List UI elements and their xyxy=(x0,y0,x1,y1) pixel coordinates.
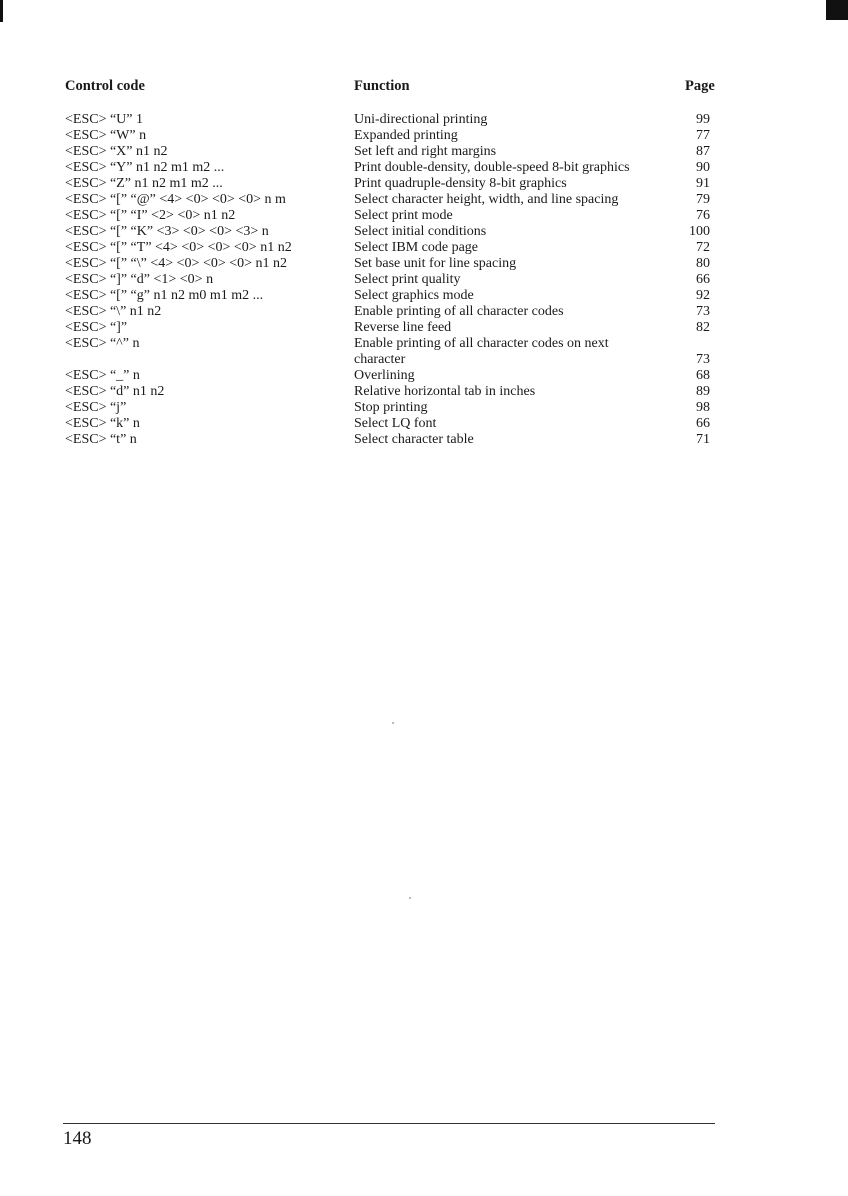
table-row xyxy=(0,400,848,416)
page-cell: 73 xyxy=(696,352,710,367)
function-cell: Overlining xyxy=(354,368,415,383)
table-row xyxy=(0,416,848,432)
table-row xyxy=(0,272,848,288)
code-cell: <ESC> “\” n1 n2 xyxy=(65,304,162,319)
code-cell: <ESC> “[” “\” <4> <0> <0> <0> n1 n2 xyxy=(65,256,288,271)
page-cell: 87 xyxy=(696,144,710,159)
scan-speck xyxy=(409,897,411,899)
page-cell: 91 xyxy=(696,176,710,191)
code-cell: <ESC> “d” n1 n2 xyxy=(65,384,165,399)
page-cell: 79 xyxy=(696,192,710,207)
header-control-code: Control code xyxy=(65,78,145,94)
code-cell: <ESC> “]” xyxy=(65,320,128,335)
code-cell: <ESC> “[” “@” <4> <0> <0> <0> n m xyxy=(65,192,286,207)
code-cell: <ESC> “[” “g” n1 n2 m0 m1 m2 ... xyxy=(65,288,264,303)
table-row xyxy=(0,128,848,144)
control-code-table xyxy=(0,112,848,448)
table-row xyxy=(0,112,848,128)
code-cell: <ESC> “X” n1 n2 xyxy=(65,144,168,159)
page-cell: 66 xyxy=(696,272,710,287)
table-row xyxy=(0,160,848,176)
page-cell: 100 xyxy=(689,224,710,239)
page-cell: 72 xyxy=(696,240,710,255)
page-cell: 68 xyxy=(696,368,710,383)
table-row xyxy=(0,368,848,384)
code-cell: <ESC> “^” n xyxy=(65,336,140,351)
function-cell: Relative horizontal tab in inches xyxy=(354,384,536,399)
page-cell: 66 xyxy=(696,416,710,431)
code-cell: <ESC> “]” “d” <1> <0> n xyxy=(65,272,214,287)
function-cell: Select initial conditions xyxy=(354,224,487,239)
page-cell: 73 xyxy=(696,304,710,319)
table-row xyxy=(0,336,848,368)
function-cell: Expanded printing xyxy=(354,128,458,143)
code-cell: <ESC> “W” n xyxy=(65,128,147,143)
page-cell: 89 xyxy=(696,384,710,399)
function-cell: Print quadruple-density 8-bit graphics xyxy=(354,176,567,191)
page-cell: 71 xyxy=(696,432,710,447)
footer-rule xyxy=(63,1123,715,1124)
function-cell: Set left and right margins xyxy=(354,144,497,159)
code-cell: <ESC> “t” n xyxy=(65,432,137,447)
function-cell: Select character table xyxy=(354,432,474,447)
page-cell: 90 xyxy=(696,160,710,175)
page-cell: 76 xyxy=(696,208,710,223)
table-header xyxy=(0,78,848,98)
table-row xyxy=(0,176,848,192)
code-cell: <ESC> “Z” n1 n2 m1 m2 ... xyxy=(65,176,223,191)
code-cell: <ESC> “Y” n1 n2 m1 m2 ... xyxy=(65,160,225,175)
header-page: Page xyxy=(685,78,715,94)
page-cell: 82 xyxy=(696,320,710,335)
function-cell: Set base unit for line spacing xyxy=(354,256,517,271)
scan-mark-left xyxy=(0,0,3,22)
page-cell: 80 xyxy=(696,256,710,271)
function-cell: Select IBM code page xyxy=(354,240,479,255)
header-function: Function xyxy=(354,78,410,94)
table-row xyxy=(0,432,848,448)
table-row xyxy=(0,240,848,256)
function-cell: Select graphics mode xyxy=(354,288,474,303)
function-cell: Enable printing of all character codes xyxy=(354,304,564,319)
table-row xyxy=(0,320,848,336)
code-cell: <ESC> “j” xyxy=(65,400,127,415)
code-cell: <ESC> “U” 1 xyxy=(65,112,144,127)
scan-mark-right xyxy=(826,0,848,20)
function-cell: Reverse line feed xyxy=(354,320,452,335)
function-cell: Select LQ font xyxy=(354,416,437,431)
function-cell: Select character height, width, and line spacing xyxy=(354,192,619,207)
page-number: 148 xyxy=(63,1128,92,1149)
code-cell: <ESC> “k” n xyxy=(65,416,140,431)
table-row xyxy=(0,224,848,240)
function-cell: Uni-directional printing xyxy=(354,112,488,127)
page-cell: 77 xyxy=(696,128,710,143)
table-row xyxy=(0,144,848,160)
code-cell: <ESC> “[” “K” <3> <0> <0> <3> n xyxy=(65,224,269,239)
code-cell: <ESC> “[” “T” <4> <0> <0> <0> n1 n2 xyxy=(65,240,292,255)
page-cell: 98 xyxy=(696,400,710,415)
table-row xyxy=(0,192,848,208)
page-cell: 92 xyxy=(696,288,710,303)
function-cell: Select print mode xyxy=(354,208,453,223)
function-cell: Print double-density, double-speed 8-bit graphics xyxy=(354,160,630,175)
function-cell: Enable printing of all character codes on next character xyxy=(354,336,609,367)
function-cell: Select print quality xyxy=(354,272,461,287)
page-cell: 99 xyxy=(696,112,710,127)
function-cell: Stop printing xyxy=(354,400,428,415)
table-row xyxy=(0,208,848,224)
code-cell: <ESC> “_” n xyxy=(65,368,140,383)
table-row xyxy=(0,384,848,400)
code-cell: <ESC> “[” “I” <2> <0> n1 n2 xyxy=(65,208,236,223)
table-row xyxy=(0,288,848,304)
table-row xyxy=(0,256,848,272)
scan-speck xyxy=(392,722,394,724)
table-row xyxy=(0,304,848,320)
